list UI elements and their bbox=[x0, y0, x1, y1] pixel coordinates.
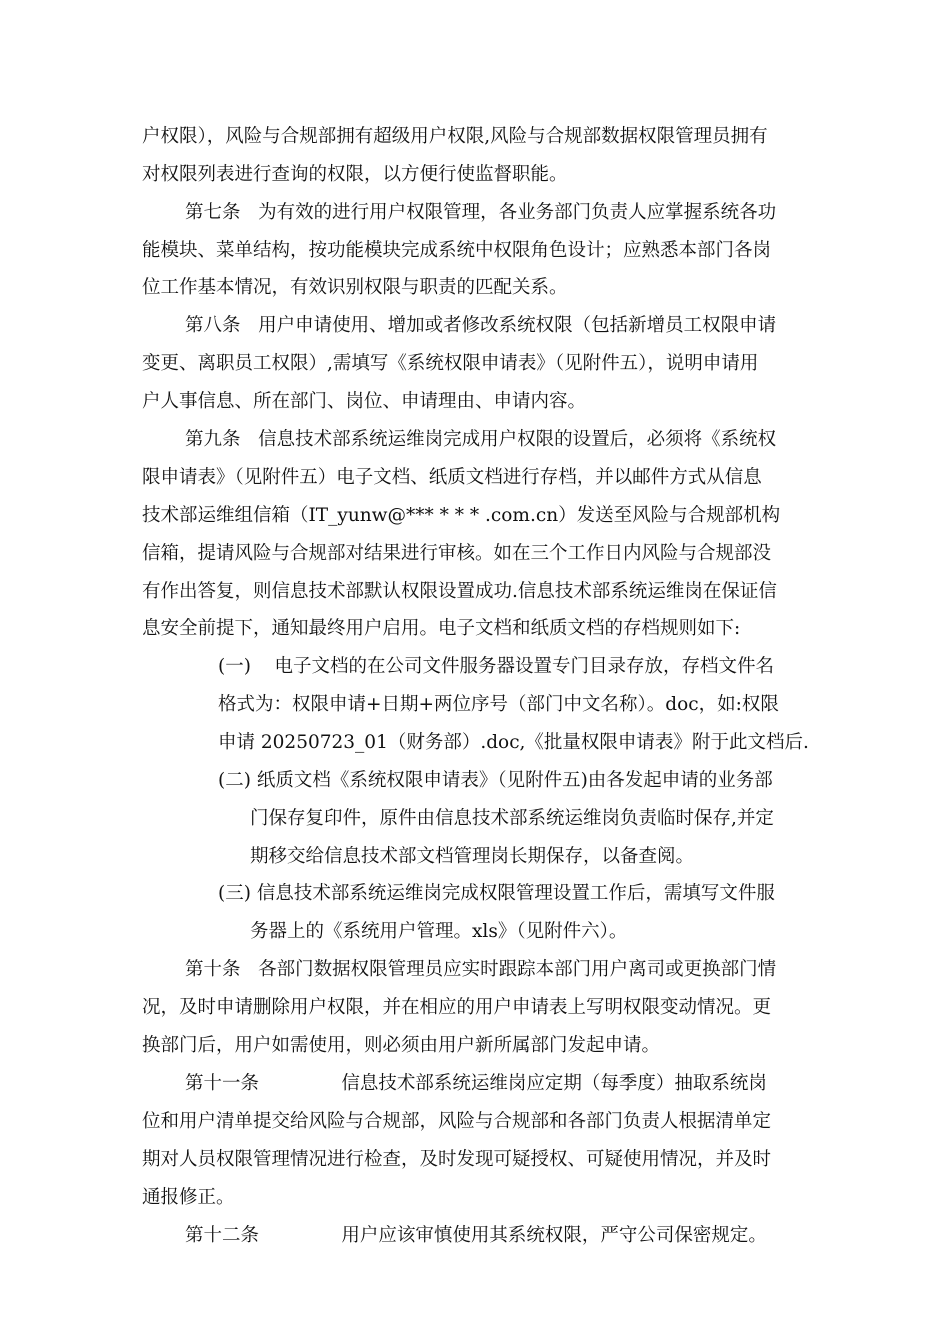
article-8-heading-line: 第八条 用户申请使用、增加或者修改系统权限（包括新增员工权限申请 bbox=[185, 315, 777, 336]
text-line: 换部门后，用户如需使用，则必须由用户新所属部门发起申请。 bbox=[142, 1035, 661, 1056]
text-line: 况，及时申请删除用户权限，并在相应的用户申请表上写明权限变动情况。更 bbox=[142, 997, 772, 1018]
text-line: 能模块、菜单结构，按功能模块完成系统中权限角色设计；应熟悉本部门各岗 bbox=[142, 240, 772, 261]
text-line: 技术部运维组信箱（IT_yunw@*** * * * .com.cn）发送至风险与合规部机构 bbox=[142, 505, 781, 526]
text-line: 有作出答复，则信息技术部默认权限设置成功.信息技术部系统运维岗在保证信 bbox=[142, 581, 777, 602]
list-item-1-continued: 格式为：权限申请+日期+两位序号（部门中文名称）。doc，如:权限 bbox=[218, 694, 779, 715]
list-item-2: (二) 纸质文档《系统权限申请表》（见附件五)由各发起申请的业务部 bbox=[218, 770, 773, 791]
text-line: 息安全前提下，通知最终用户启用。电子文档和纸质文档的存档规则如下: bbox=[142, 618, 741, 639]
list-item-1-continued: 申请 20250723_01（财务部）.doc,《批量权限申请表》附于此文档后. bbox=[218, 732, 809, 753]
text-line: 位和用户清单提交给风险与合规部，风险与合规部和各部门负责人根据清单定 bbox=[142, 1111, 772, 1132]
article-7-heading-line: 第七条 为有效的进行用户权限管理，各业务部门负责人应掌握系统各功 bbox=[185, 202, 777, 223]
text-line: 户人事信息、所在部门、岗位、申请理由、申请内容。 bbox=[142, 391, 587, 412]
article-10-heading-line: 第十条 各部门数据权限管理员应实时跟踪本部门用户离司或更换部门情 bbox=[185, 959, 777, 980]
article-9-heading-line: 第九条 信息技术部系统运维岗完成用户权限的设置后，必须将《系统权 bbox=[185, 429, 777, 450]
text-line: 通报修正。 bbox=[142, 1187, 235, 1208]
list-item-3: (三) 信息技术部系统运维岗完成权限管理设置工作后，需填写文件服 bbox=[218, 883, 775, 904]
text-line: 户权限），风险与合规部拥有超级用户权限,风险与合规部数据权限管理员拥有 bbox=[142, 126, 768, 147]
text-line: 变更、离职员工权限）,需填写《系统权限申请表》（见附件五），说明申请用 bbox=[142, 353, 759, 374]
article-12-heading-line: 第十二条 用户应该审慎使用其系统权限，严守公司保密规定。 bbox=[185, 1225, 767, 1246]
text-line: 期对人员权限管理情况进行检查，及时发现可疑授权、可疑使用情况，并及时 bbox=[142, 1149, 772, 1170]
article-11-heading-line: 第十一条 信息技术部系统运维岗应定期（每季度）抽取系统岗 bbox=[185, 1073, 767, 1094]
list-item-2-continued: 门保存复印件，原件由信息技术部系统运维岗负责临时保存,并定 bbox=[250, 808, 774, 829]
text-line: 对权限列表进行查询的权限，以方便行使监督职能。 bbox=[142, 164, 568, 185]
list-item-3-continued: 务器上的《系统用户管理。xls》（见附件六）。 bbox=[250, 921, 628, 942]
list-item-2-continued: 期移交给信息技术部文档管理岗长期保存，以备查阅。 bbox=[250, 846, 695, 867]
text-line: 限申请表》（见附件五）电子文档、纸质文档进行存档，并以邮件方式从信息 bbox=[142, 467, 762, 488]
text-line: 位工作基本情况，有效识别权限与职责的匹配关系。 bbox=[142, 277, 568, 298]
list-item-1: (一) 电子文档的在公司文件服务器设置专门目录存放，存档文件名 bbox=[218, 656, 774, 677]
text-line: 信箱，提请风险与合规部对结果进行审核。如在三个工作日内风险与合规部没 bbox=[142, 543, 772, 564]
